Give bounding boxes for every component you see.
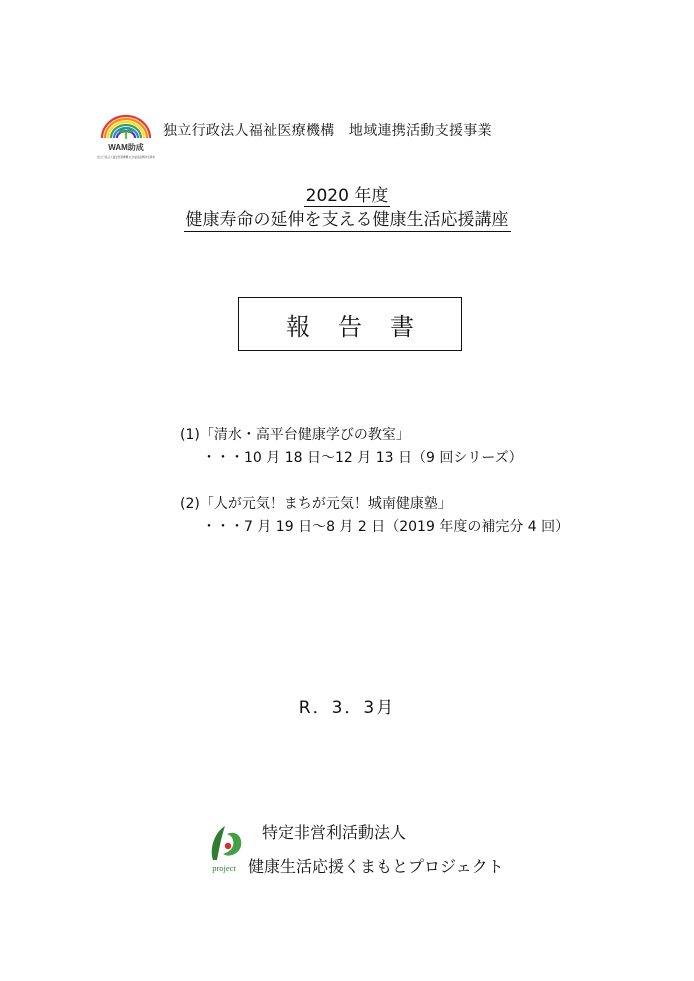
report-label-box — [238, 297, 462, 351]
footer-org-name: 健康生活応援くまもとプロジェクト — [248, 857, 504, 876]
report-date: R．3．3月 — [298, 698, 396, 718]
item-1-date: ・・・10 月 18 日～12 月 13 日（9 回シリーズ） — [202, 450, 523, 466]
wam-logo-subtext: 独立行政法人福祉医療機構 社会福祉振興助成事業 — [97, 156, 155, 159]
rainbow-icon — [95, 112, 157, 162]
item-2-title: (2)「人が元気！まちが元気！城南健康塾」 — [180, 496, 452, 512]
item-2-date: ・・・7 月 19 日～8 月 2 日（2019 年度の補完分 4 回） — [202, 519, 570, 535]
footer-org-type: 特定非営利活動法人 — [262, 823, 407, 842]
wam-logo — [95, 112, 157, 162]
leaf-icon — [203, 820, 249, 876]
header-org-line: 独立行政法人福祉医療機構 地域連携活動支援事業 — [163, 123, 492, 139]
project-logo-text: project — [212, 863, 236, 873]
title-block — [0, 186, 694, 232]
wam-logo-text: WAM助成 — [108, 143, 144, 152]
report-label: 報告書 — [286, 312, 442, 341]
page-title: 健康寿命の延伸を支える健康生活応援講座 — [185, 210, 509, 230]
item-1-title: (1)「清水・高平台健康学びの教室」 — [180, 427, 410, 443]
title-year: 2020 年度 — [305, 186, 389, 206]
project-logo — [203, 820, 249, 876]
